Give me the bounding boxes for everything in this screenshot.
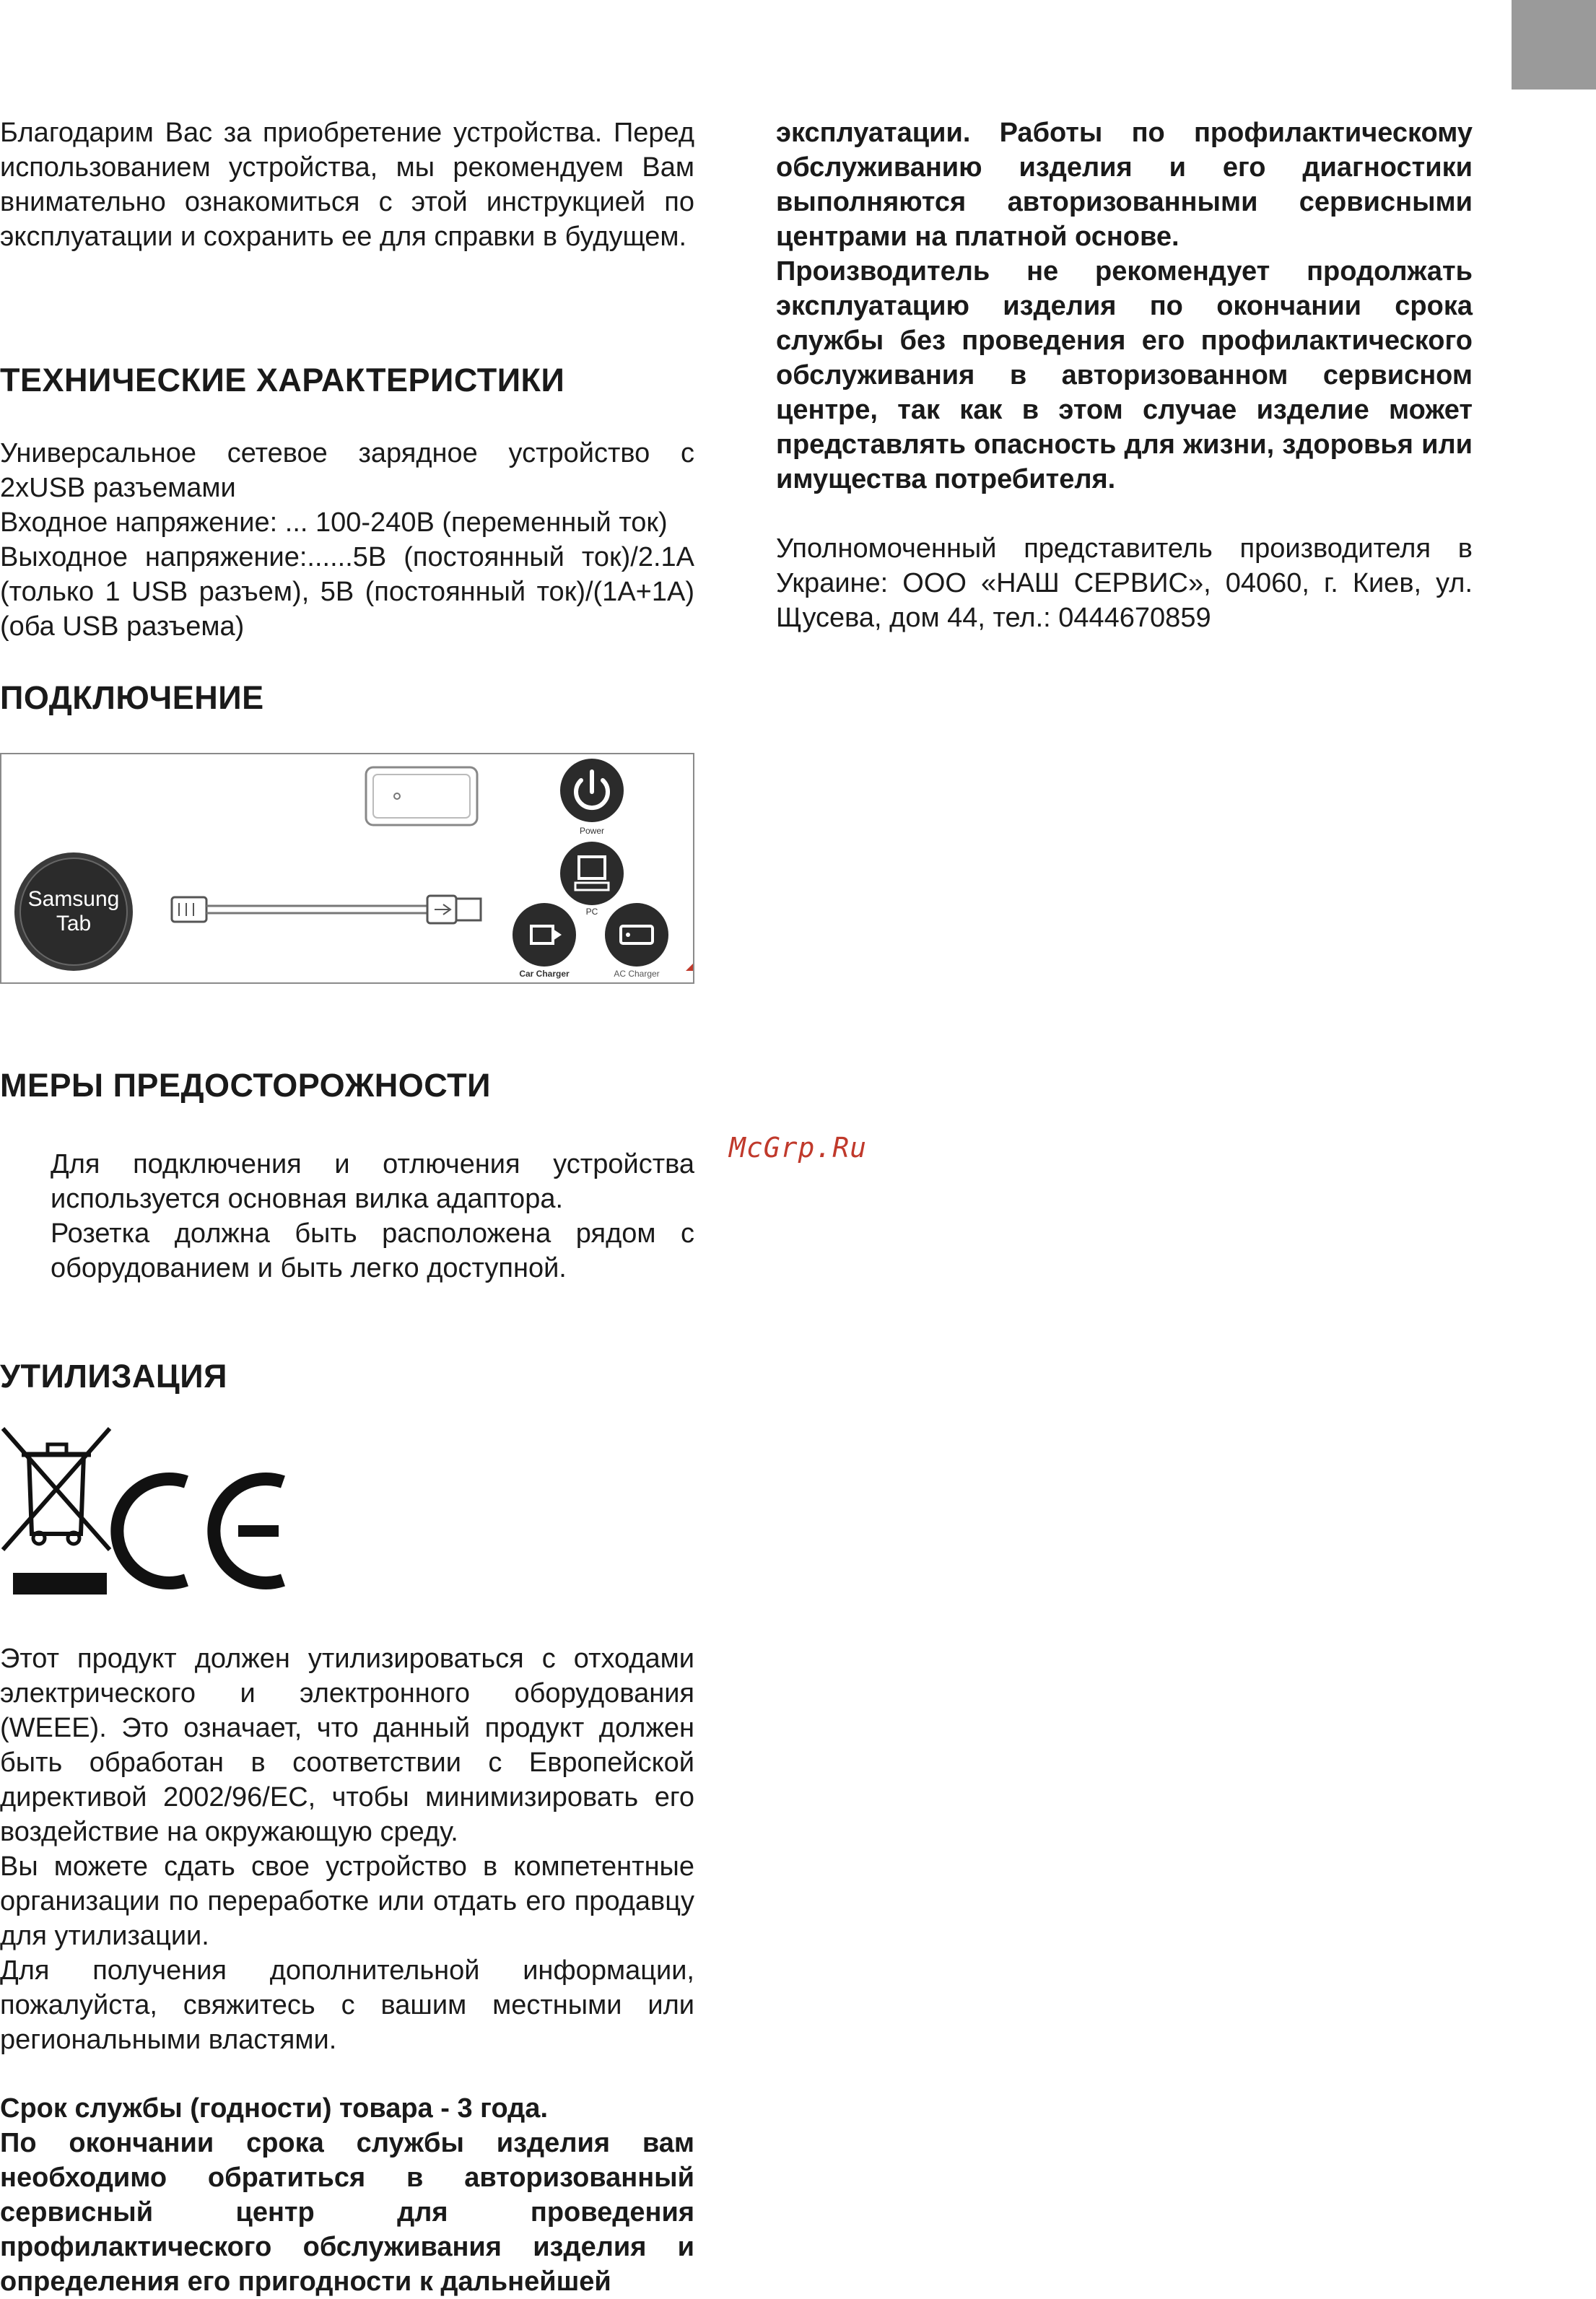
service-life-section	[0, 2091, 694, 2299]
spec-line: Входное напряжение: ... 100-240В (переменный ток)	[0, 507, 668, 538]
precaution-line: Розетка должна быть расположена рядом с оборудованием и быть легко доступной.	[51, 1218, 694, 1283]
weee-ce-marks	[0, 1426, 303, 1602]
connection-diagram-svg	[1, 754, 693, 982]
precautions-list	[0, 1147, 694, 1286]
usb-cable-icon	[172, 896, 481, 923]
ac-charger-icon	[605, 903, 668, 979]
car-charger-label: Car Charger	[519, 969, 570, 979]
disposal-paragraph: Для получения дополнительной информации, пожалуйста, свяжитесь с вашим местными или региональными властями.	[0, 1955, 694, 2055]
page-corner-tab	[1512, 0, 1596, 90]
samsung-tab-label-2: Tab	[56, 912, 92, 935]
spec-line: Универсальное сетевое зарядное устройство с 2xUSB разъемами	[0, 438, 694, 503]
power-icon	[560, 759, 624, 836]
specs-heading: ТЕХНИЧЕСКИЕ ХАРАКТЕРИСТИКИ	[0, 362, 565, 398]
precautions-section	[0, 1066, 694, 1105]
corner-mark	[686, 964, 693, 971]
connection-heading: ПОДКЛЮЧЕНИЕ	[0, 679, 264, 716]
precautions-heading: МЕРЫ ПРЕДОСТОРОЖНОСТИ	[0, 1067, 491, 1104]
disposal-text	[0, 1641, 694, 2057]
specs-list	[0, 436, 694, 644]
intro-paragraph: Благодарим Вас за приобретение устройства. Перед использованием устройства, мы рекомендуем Вам внимательно ознакомиться с этой инструкцией по эксплуатации и сохранить ее для справки в будущем.	[0, 118, 694, 252]
service-life-warning: Производитель не рекомендует продолжать эксплуатацию изделия по окончании срока службы без проведения его профилактического обслуживания в авторизованном сервисном центре, так как в этом случае изделие может представлять опасность для жизни, здоровья или имущества потребителя.	[776, 256, 1473, 494]
connection-section	[0, 679, 694, 717]
ac-charger-label: AC Charger	[614, 969, 660, 979]
samsung-tab-label-1: Samsung	[27, 887, 120, 911]
representative-section	[776, 531, 1473, 635]
precaution-line: Для подключения и отлючения устройства используется основная вилка адаптора.	[51, 1149, 694, 1214]
connection-diagram	[0, 753, 694, 984]
power-label: Power	[579, 826, 605, 836]
disposal-paragraph: Вы можете сдать свое устройство в компетентные организации по переработке или отдать его продавцу для утилизации.	[0, 1851, 694, 1951]
watermark: McGrp.Ru	[729, 1132, 868, 1164]
ce-mark-icon	[117, 1479, 283, 1583]
specs-section	[0, 361, 694, 400]
intro-section	[0, 115, 694, 254]
disposal-section	[0, 1357, 694, 1396]
disposal-heading: УТИЛИЗАЦИЯ	[0, 1358, 227, 1395]
wall-adapter-icon	[366, 767, 477, 825]
spec-line: Выходное напряжение:......5В (постоянный ток)/2.1А (только 1 USB разъем), 5В (постоянный ток)/(1А+1А) (оба USB разъема)	[0, 542, 694, 642]
representative-text: Уполномоченный представитель производителя в Украине: ООО «НАШ СЕРВИС», 04060, г. Киев, ул. Щусева, дом 44, тел.: 0444670859	[776, 533, 1473, 633]
service-life-left-text: По окончании срока службы изделия вам необходимо обратиться в авторизованный сервисный центр для проведения профилактического обслуживания изделия и определения его пригодности к дальнейшей	[0, 2128, 694, 2297]
disposal-paragraph: Этот продукт должен утилизироваться с отходами электрического и электронного оборудования (WEEE). Это означает, что данный продукт должен быть обработан в соответствии с Европейской директивой 2002/96/EC, чтобы минимизировать его воздействие на окружающую среду.	[0, 1644, 694, 1847]
samsung-tab-icon	[14, 852, 133, 971]
pc-label: PC	[585, 907, 598, 917]
weee-ce-svg	[0, 1426, 303, 1602]
pc-icon	[560, 842, 624, 917]
car-charger-icon	[513, 903, 576, 979]
crossed-bin-icon	[3, 1428, 110, 1595]
service-life-continued	[776, 115, 1473, 497]
service-life-right-text: эксплуатации. Работы по профилактическому обслуживанию изделия и его диагностики выполняются авторизованными сервисными центрами на платной основе.	[776, 118, 1473, 252]
service-life-title: Срок службы (годности) товара - 3 года.	[0, 2093, 548, 2124]
